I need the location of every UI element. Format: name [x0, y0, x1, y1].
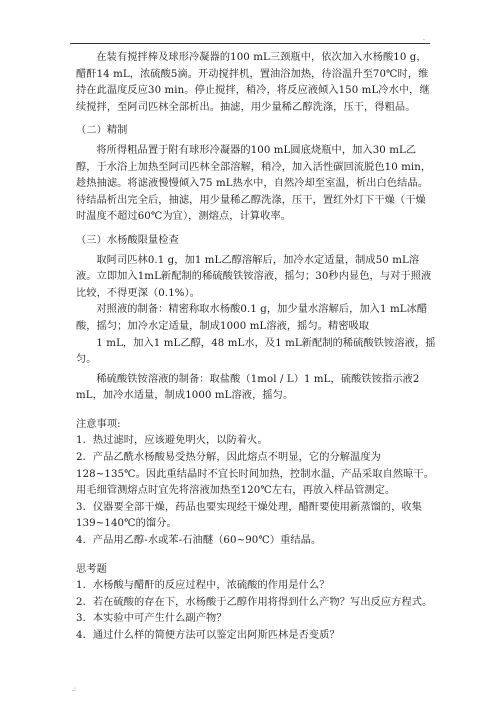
- question-item-4: 4．通过什么样的简便方法可以鉴定出阿斯匹林是否变质？: [76, 630, 340, 641]
- limit-test-paragraph-2: 对照液的制备：精密称取水杨酸0.1 g，加少量水溶解后，加入1 mL冰醋酸，摇匀；加冷水定适量，制成1000 mL溶液，摇匀。精密吸取: [76, 304, 428, 332]
- question-item-2: 2．若在硫酸的存在下，水杨酸于乙醇作用将得到什么产物？写出反应方程式。: [76, 596, 433, 608]
- notes-heading: 注意事项:: [76, 418, 121, 430]
- limit-test-paragraph-1: 取阿司匹林0.1 g，加1 mL乙醇溶解后，加冷水定适量，制成50 mL溶液。立即加入1mL新配制的稀硫酸铁铵溶液，摇匀；30秒内显色，与对于照液比较，不得更深（0.1%）。: [76, 254, 432, 299]
- refine-heading: （二）精制: [76, 125, 128, 137]
- question-item-3: 3．本实验中可产生什么副产物？: [76, 613, 227, 625]
- header-rule: [70, 43, 430, 44]
- question-item-1: 1．水杨酸与醋酐的反应过程中，浓硫酸的作用是什么？: [76, 580, 330, 592]
- footer-mark: .:: [72, 686, 76, 693]
- note-item-1: 1．热过滤时，应该避免明火，以防着火。: [76, 435, 268, 447]
- document-body: [76, 50, 436, 645]
- note-item-4: 4．产品用乙醇-水或苯-石油醚（60~90℃）重结晶。: [76, 535, 322, 547]
- limit-test-paragraph-4: 稀硫酸铁铵溶液的制备：取盐酸（1mol / L）1 mL，硫酸铁铵指示液2 mL，加冷水适量，制成1000 mL溶液，摇匀。: [76, 373, 420, 402]
- limit-test-heading: （三）水杨酸限量检查: [76, 234, 179, 246]
- note-item-3: 3．仪器要全部干燥，药品也要实现经干燥处理，醋酐要使用新蒸馏的，收集139~140℃的馏分。: [76, 501, 423, 530]
- refine-paragraph: 将所得粗品置于附有球形冷凝器的100 mL圆底烧瓶中，加入30 mL乙醇，于水浴上加热至阿司匹林全部溶解，稍冷，加入活性碳回流脱色10 min，趁热抽滤。将滤液慢慢倾入75 mL热水中，自然冷却至室温，析出白色结晶。待结晶析出完全后，抽滤，用少量稀乙醇洗涤，压干，置红外灯下干燥（干燥时温度不超过60℃为宜），测熔点，计算收率。: [76, 144, 432, 223]
- limit-test-paragraph-3: 1 mL，加入1 mL乙醇，48 mL水，及1 mL新配制的稀硫酸铁铵溶液，摇匀。: [76, 337, 436, 366]
- questions-heading: 思考题: [76, 563, 107, 575]
- header-mark: .: [423, 35, 425, 42]
- note-item-2: 2．产品乙酰水杨酸易受热分解，因此熔点不明显，它的分解温度为128~135℃。因此重结晶时不宜长时间加热，控制水温，产品采取自然晾干。用毛细管测熔点时宜先将溶液加热至120℃左右，再放入样品管测定。: [76, 452, 434, 497]
- synthesis-paragraph: 在装有搅拌棒及球形冷凝器的100 mL三颈瓶中，依次加入水杨酸10 g，醋酐14 mL，浓硫酸5滴。开动搅拌机，置油浴加热，待浴温升至70℃时，维持在此温度反应30 min。停止搅拌，稍冷，将反应液倾入150 mL冷水中，继续搅拌，至阿司匹林全部析出。抽滤，用少量稀乙醇洗涤，压干，得粗品。: [76, 52, 430, 113]
